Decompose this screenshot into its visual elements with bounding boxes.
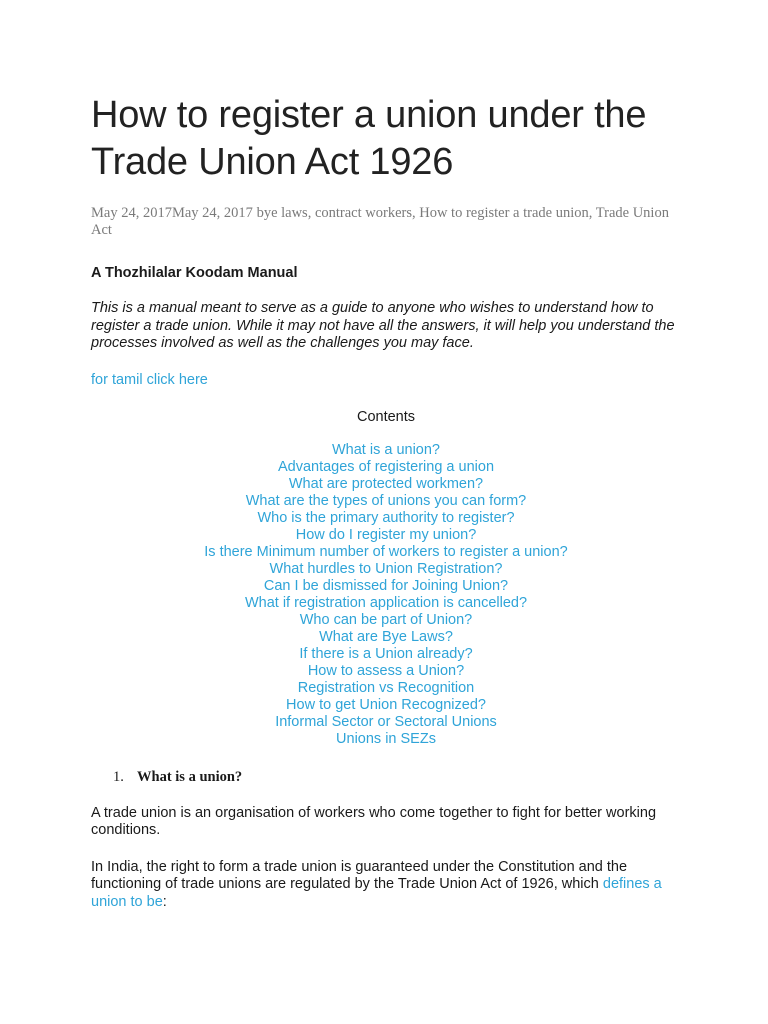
toc-item — [91, 680, 681, 697]
post-date-published: May 24, 2017 — [91, 205, 172, 221]
paragraph-text: In India, the right to form a trade union is guaranteed under the Constitution and the functioning of trade unions are regulated by the Trade Union Act of 1926, which — [91, 858, 628, 892]
tamil-version-link[interactable]: for tamil click here — [91, 371, 208, 388]
toc-link[interactable]: Informal Sector or Sectoral Unions — [275, 713, 497, 730]
toc-item — [91, 459, 681, 476]
toc-link[interactable]: What are protected workmen? — [288, 475, 484, 492]
toc-link[interactable]: Who is the primary authority to register? — [257, 509, 515, 526]
section-label: What is a union? — [137, 768, 243, 785]
intro-paragraph: This is a manual meant to serve as a guide to anyone who wishes to understand how to register a trade union. While it may not have all the answers, it will help you understand the processes involved as well as the challenges you may face. — [91, 300, 675, 351]
toc-link[interactable]: Registration vs Recognition — [297, 679, 475, 696]
toc-link[interactable]: Who can be part of Union? — [299, 611, 473, 628]
toc-item — [91, 663, 681, 680]
toc-item — [91, 697, 681, 714]
toc-link[interactable]: If there is a Union already? — [299, 645, 473, 662]
toc-item — [91, 544, 681, 561]
manual-heading: A Thozhilalar Koodam Manual — [91, 265, 298, 281]
post-date-link[interactable] — [91, 205, 253, 221]
toc-link[interactable]: How to assess a Union? — [307, 662, 465, 679]
toc-link[interactable]: Is there Minimum number of workers to register a union? — [204, 543, 568, 560]
toc-item — [91, 442, 681, 459]
section-heading — [113, 768, 681, 786]
toc-item — [91, 510, 681, 527]
toc-item — [91, 476, 681, 493]
toc-link[interactable]: Unions in SEZs — [336, 730, 436, 747]
post-date-updated: May 24, 2017 — [171, 205, 253, 221]
toc-link[interactable]: Can I be dismissed for Joining Union? — [263, 577, 509, 594]
table-of-contents — [91, 442, 681, 748]
contents-heading: Contents — [356, 408, 416, 425]
body-paragraph: A trade union is an organisation of workers who come together to fight for better working conditions. — [91, 804, 657, 838]
toc-link[interactable]: What are the types of unions you can form? — [245, 492, 527, 509]
toc-link[interactable]: What is a union? — [331, 441, 440, 458]
tag-link[interactable]: How to register a trade union — [419, 205, 589, 221]
toc-item — [91, 646, 681, 663]
toc-item — [91, 731, 681, 748]
page-title: How to register a union under the Trade Union Act 1926 — [91, 94, 647, 183]
tag-link[interactable]: contract workers — [314, 205, 412, 221]
toc-item — [91, 561, 681, 578]
toc-item — [91, 527, 681, 544]
definition-link[interactable]: defines a union to be — [91, 876, 662, 910]
toc-item — [91, 578, 681, 595]
toc-item — [91, 714, 681, 731]
section-number: 1. — [113, 768, 124, 785]
tag-link[interactable]: Trade Union Act — [91, 205, 669, 238]
tag-link[interactable]: bye laws — [256, 205, 308, 221]
toc-item — [91, 595, 681, 612]
toc-item — [91, 493, 681, 510]
toc-item — [91, 629, 681, 646]
toc-link[interactable]: What hurdles to Union Registration? — [269, 560, 503, 577]
article — [91, 92, 681, 911]
toc-item — [91, 612, 681, 629]
toc-link[interactable]: How to get Union Recognized? — [286, 696, 486, 713]
toc-link[interactable]: What if registration application is cancelled? — [244, 594, 528, 611]
body-paragraph — [91, 859, 681, 912]
post-meta: May 24, 2017May 24, 2017 bye laws, contract workers, How to register a trade union, Trade Union Act — [91, 205, 669, 238]
toc-link[interactable]: How do I register my union? — [295, 526, 477, 543]
paragraph-text-end: : — [162, 893, 167, 910]
toc-link[interactable]: Advantages of registering a union — [277, 458, 495, 475]
toc-link[interactable]: What are Bye Laws? — [319, 628, 453, 645]
